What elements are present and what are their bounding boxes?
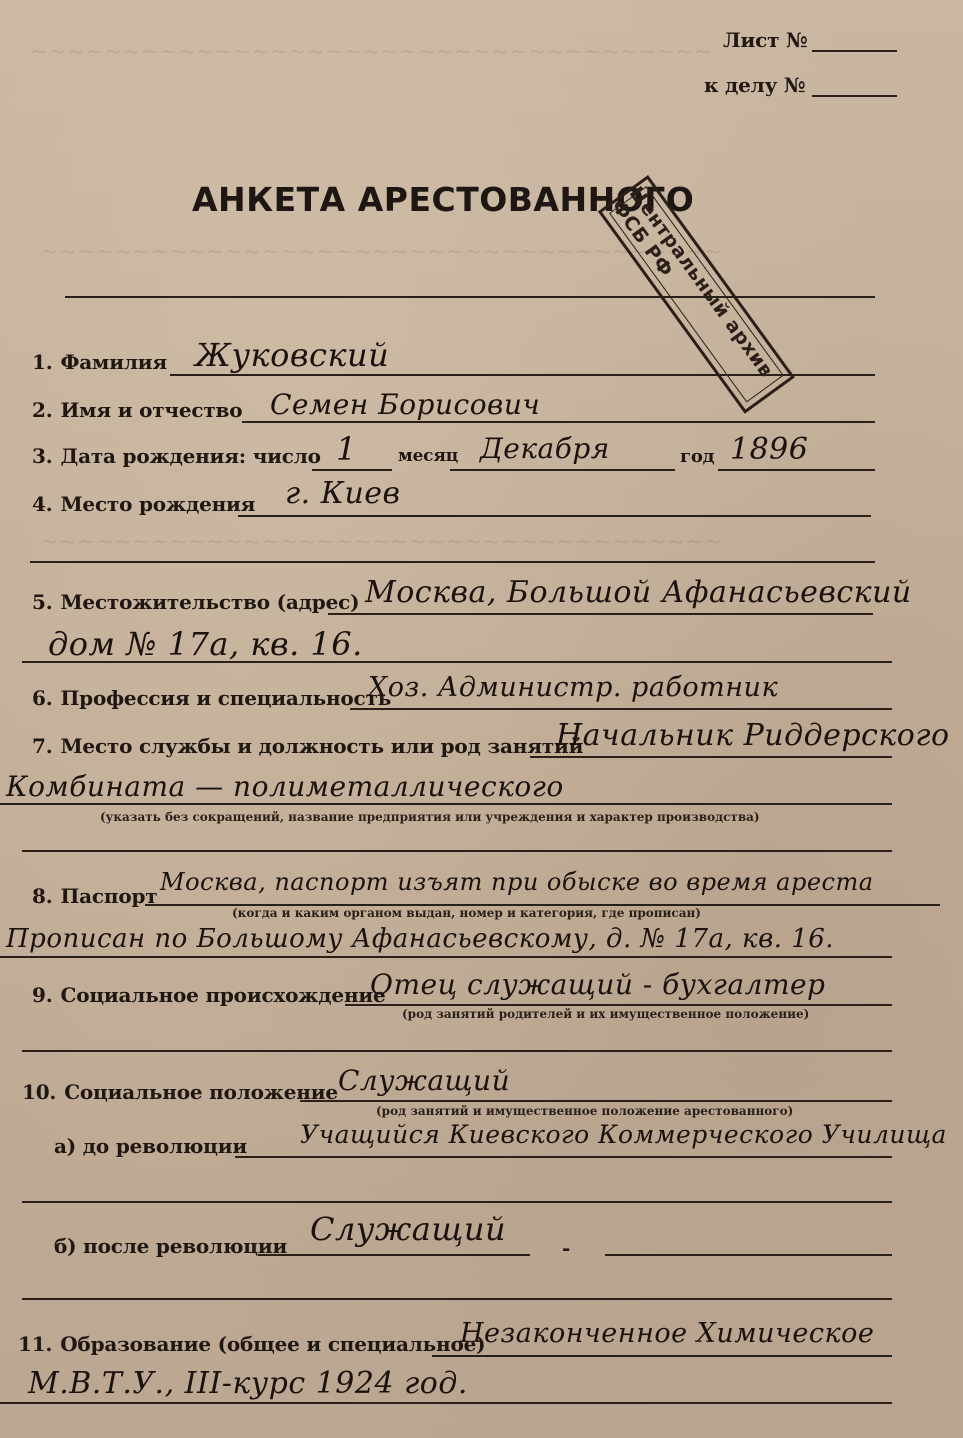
- field-address-value-2: дом № 17а, кв. 16.: [48, 625, 363, 663]
- field-passport-value-2: Прописан по Большому Афанасьевскому, д. № 17а, кв. 16.: [6, 924, 835, 954]
- bleed-through-text: ~~~~~~~~~~~~~~~~~~~~~~~~~~~~~~~~~~~~~: [30, 40, 713, 65]
- field-passport-line-2: [0, 956, 892, 958]
- field-birthplace-value: г. Киев: [285, 476, 401, 511]
- field-workplace-value-1: Начальник Риддерского: [556, 718, 950, 753]
- field-before-revolution-line: [235, 1156, 892, 1158]
- field-education-value-2: М.В.Т.У., III-курс 1924 год.: [28, 1366, 468, 1401]
- field-birthdate-day: 1: [336, 430, 357, 468]
- field-birthdate-label: 3. Дата рождения: число: [32, 444, 321, 468]
- sheet-number-line: [812, 50, 897, 52]
- form-title: АНКЕТА АРЕСТОВАННОГО: [192, 180, 695, 219]
- field-after-revolution-value: Служащий: [310, 1210, 507, 1248]
- field-social-status-label: 10. Социальное положение: [22, 1080, 338, 1104]
- field-social-status-note: (род занятий и имущественное положение арестованного): [376, 1104, 794, 1118]
- field-address-value-1: Москва, Большой Афанасьевский: [365, 575, 912, 610]
- field-before-revolution-label: а) до революции: [54, 1134, 248, 1158]
- field-birthplace-extra-line: [30, 561, 875, 563]
- case-number-line: [812, 95, 897, 97]
- field-birthdate-month: Декабря: [480, 432, 610, 465]
- field-origin-note: (род занятий родителей и их имущественное положение): [402, 1007, 810, 1021]
- bleed-through-text: ~~~~~~~~~~~~~~~~~~~~~~~~~~~~~~~~~~~~~: [40, 240, 723, 265]
- field-origin-line: [345, 1004, 892, 1006]
- field-social-status-line: [300, 1100, 892, 1102]
- field-workplace-line-1: [530, 756, 892, 758]
- field-workplace-value-2: Комбината — полиметаллического: [6, 770, 564, 803]
- field-address-label: 5. Местожительство (адрес): [32, 590, 360, 614]
- field-passport-label: 8. Паспорт: [32, 884, 158, 908]
- archive-stamp: [598, 175, 795, 414]
- field-birthplace-line: [238, 515, 871, 517]
- field-birthdate-year-line: [718, 469, 875, 471]
- field-education-label: 11. Образование (общее и специальное): [18, 1332, 486, 1356]
- field-before-revolution-extra-line: [22, 1201, 892, 1203]
- title-underline: [65, 296, 875, 298]
- field-surname-label: 1. Фамилия: [32, 350, 167, 374]
- field-profession-value: Хоз. Администр. работник: [368, 672, 779, 703]
- field-birthdate-year: 1896: [730, 432, 809, 467]
- field-education-line-2: [0, 1402, 892, 1404]
- stamp-inner-border: [609, 186, 784, 402]
- field-name-label: 2. Имя и отчество: [32, 398, 243, 422]
- field-education-line-1: [432, 1355, 892, 1357]
- field-workplace-label: 7. Место службы и должность или род занятий: [32, 734, 584, 758]
- field-passport-value-1: Москва, паспорт изъят при обыске во время ареста: [160, 868, 874, 896]
- field-surname-value: Жуковский: [195, 336, 390, 374]
- field-address-line-1: [328, 613, 873, 615]
- case-number-label: к делу №: [704, 73, 806, 97]
- field-origin-value: Отец служащий - бухгалтер: [370, 968, 826, 1001]
- field-profession-label: 6. Профессия и специальность: [32, 686, 392, 710]
- field-workplace-line-3: [22, 850, 892, 852]
- field-address-line-2: [22, 661, 892, 663]
- field-education-value-1: Незаконченное Химическое: [460, 1318, 875, 1349]
- field-birthdate-day-line: [312, 469, 392, 471]
- field-name-value: Семен Борисович: [270, 388, 541, 421]
- field-after-revolution-label: б) после революции: [54, 1234, 288, 1258]
- field-workplace-line-2: [0, 803, 892, 805]
- field-origin-label: 9. Социальное происхождение: [32, 983, 386, 1007]
- bleed-through-text: ~~~~~~~~~~~~~~~~~~~~~~~~~~~~~~~~~~~~~: [40, 530, 723, 555]
- field-after-revolution-line-2: [605, 1254, 892, 1256]
- field-birthdate-month-label: месяц: [398, 446, 459, 466]
- field-passport-note: (когда и каким органом выдан, номер и категория, где прописан): [232, 906, 701, 920]
- field-after-revolution-dash: -: [562, 1236, 571, 1260]
- field-name-line: [242, 421, 875, 423]
- field-origin-extra-line: [22, 1050, 892, 1052]
- field-before-revolution-value: Учащийся Киевского Коммерческого Училища: [300, 1120, 947, 1149]
- field-birthdate-month-line: [450, 469, 675, 471]
- stamp-text: Центральный архив ФСБ РФ: [606, 182, 778, 382]
- field-surname-line: [170, 374, 875, 376]
- field-after-revolution-line-1: [258, 1254, 530, 1256]
- field-birthdate-year-label: год: [680, 446, 715, 467]
- field-workplace-note: (указать без сокращений, название предприятия или учреждения и характер производства): [100, 810, 760, 824]
- field-social-status-value: Служащий: [338, 1064, 511, 1097]
- sheet-number-label: Лист №: [723, 28, 808, 52]
- field-after-revolution-extra-line: [22, 1298, 892, 1300]
- field-birthplace-label: 4. Место рождения: [32, 492, 256, 516]
- field-profession-line: [350, 708, 892, 710]
